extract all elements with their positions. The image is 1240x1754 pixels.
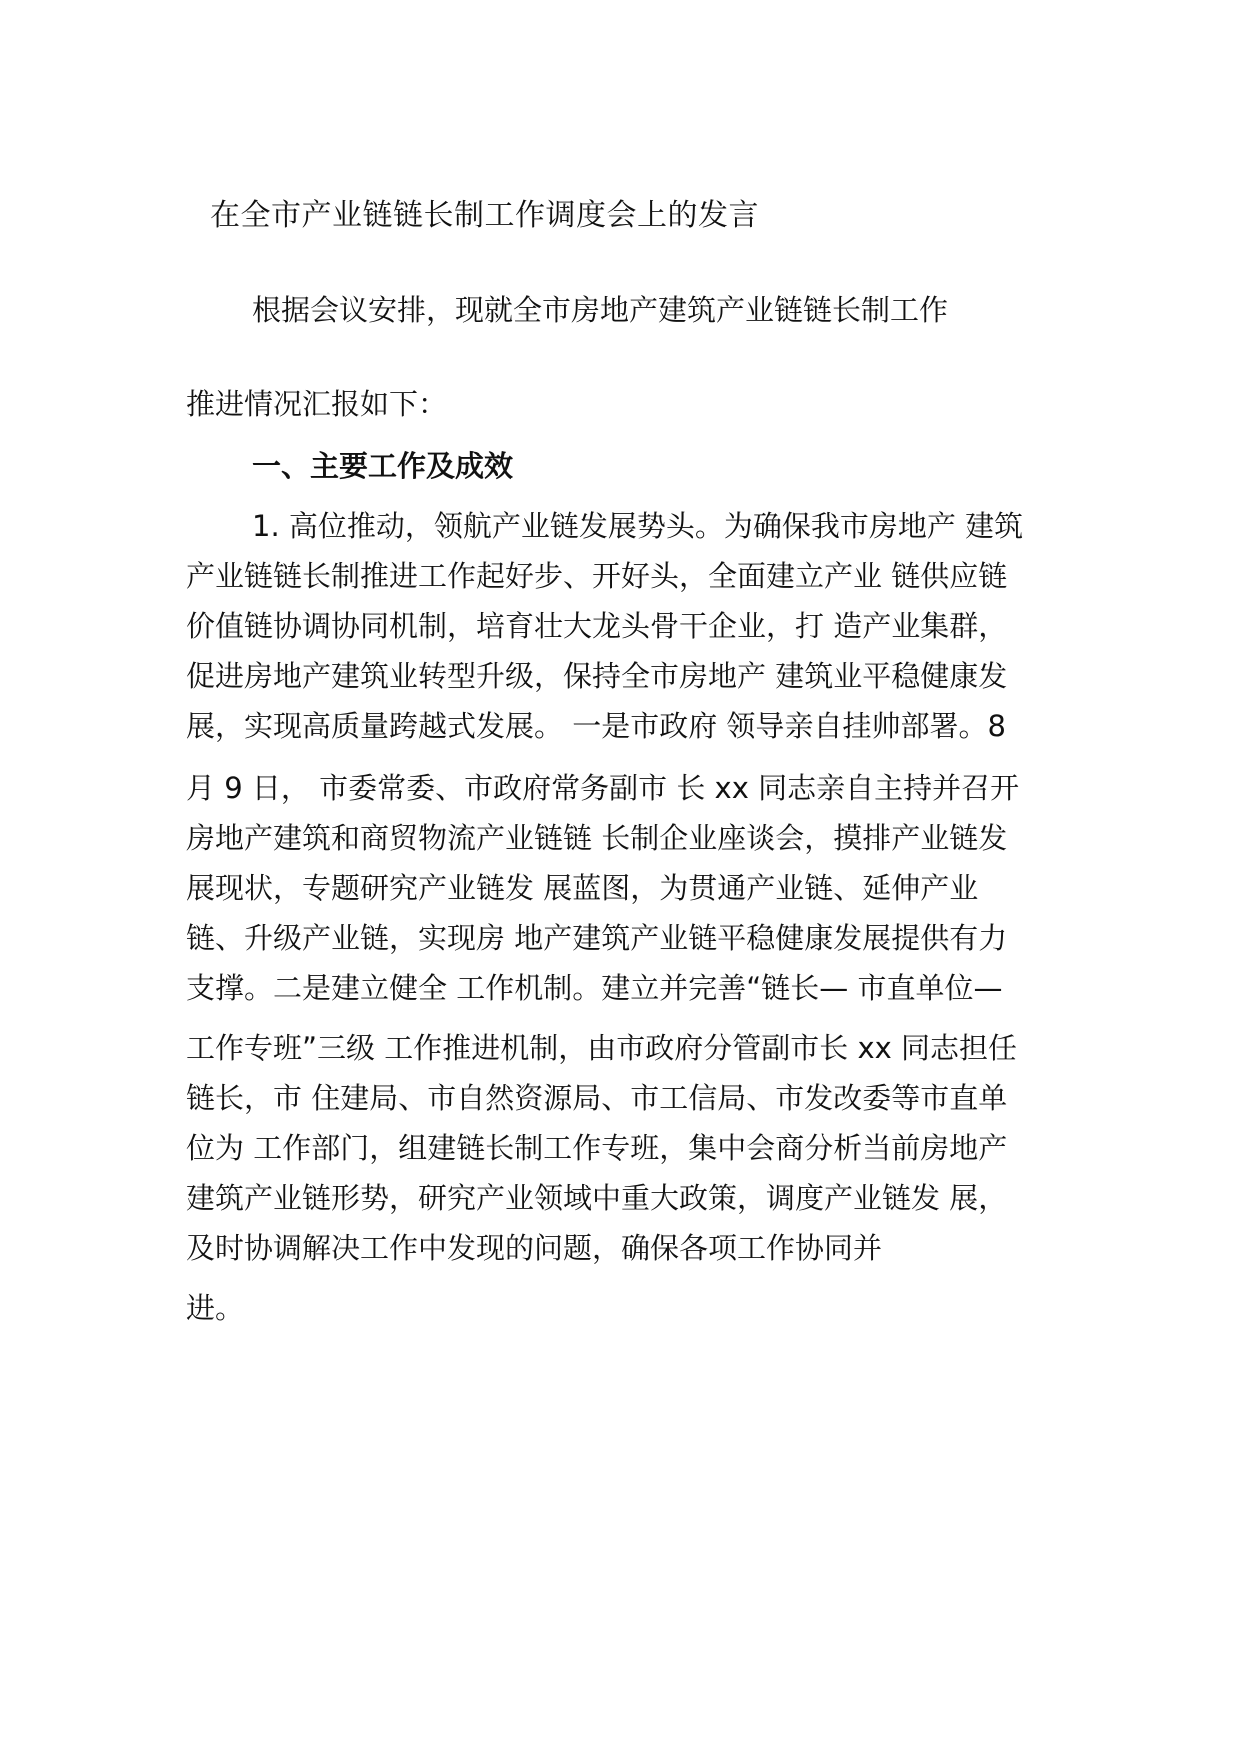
body-line: 月 9 日， 市委常委、市政府常务副市 长 xx 同志亲自主持并召开 — [186, 771, 1020, 805]
body-line: 链、升级产业链，实现房 地产建筑产业链平稳健康发展提供有力 — [186, 921, 1008, 955]
body-line: 价值链协调协同机制，培育壮大龙头骨干企业，打 造产业集群， — [186, 609, 1008, 643]
intro-line: 推进情况汇报如下： — [186, 387, 448, 421]
body-line: 展现状，专题研究产业链发 展蓝图，为贯通产业链、延伸产业 — [186, 871, 979, 905]
body-line: 及时协调解决工作中发现的问题，确保各项工作协同并 — [186, 1231, 883, 1265]
body-line: 促进房地产建筑业转型升级，保持全市房地产 建筑业平稳健康发 — [186, 659, 1008, 693]
body-line: 建筑产业链形势，研究产业领域中重大政策，调度产业链发 展， — [186, 1181, 1008, 1215]
body-line: 链长，市 住建局、市自然资源局、市工信局、市发改委等市直单 — [186, 1081, 1008, 1115]
document-title: 在全市产业链链长制工作调度会上的发言 — [210, 198, 759, 233]
section-heading: 一、主要工作及成效 — [252, 449, 514, 483]
body-line: 产业链链长制推进工作起好步、开好头，全面建立产业 链供应链 — [186, 559, 1008, 593]
body-line: 展，实现高质量跨越式发展。 一是市政府 领导亲自挂帅部署。8 — [186, 709, 1006, 743]
intro-line: 根据会议安排，现就全市房地产建筑产业链链长制工作 — [252, 293, 949, 327]
body-line: 进。 — [186, 1291, 245, 1325]
body-line: 1. 高位推动，领航产业链发展势头。为确保我市房地产 建筑 — [252, 509, 1024, 543]
body-line: 工作专班”三级 工作推进机制，由市政府分管副市长 xx 同志担任 — [186, 1031, 1018, 1065]
body-line: 房地产建筑和商贸物流产业链链 长制企业座谈会，摸排产业链发 — [186, 821, 1008, 855]
body-line: 位为 工作部门，组建链长制工作专班，集中会商分析当前房地产 — [186, 1131, 1008, 1165]
body-line: 支撑。二是建立健全 工作机制。建立并完善“链长— 市直单位— — [186, 971, 1003, 1005]
